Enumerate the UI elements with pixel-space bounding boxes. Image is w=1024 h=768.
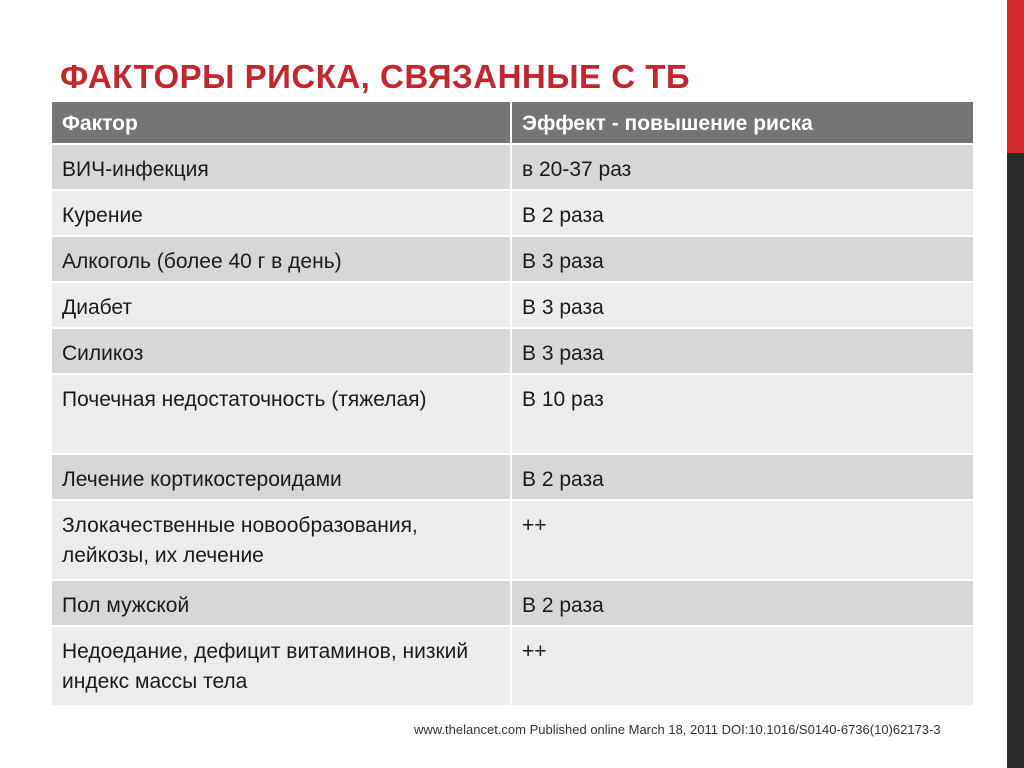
factor-cell: Злокачественные новообразования, лейкозы, их лечение	[52, 501, 512, 581]
effect-cell: В 2 раза	[512, 581, 973, 627]
effect-cell: В 2 раза	[512, 191, 973, 237]
table-row	[52, 581, 973, 627]
slide-title: ФАКТОРЫ РИСКА, СВЯЗАННЫЕ С ТБ	[60, 58, 691, 95]
factor-cell: Почечная недостаточность (тяжелая)	[52, 375, 512, 455]
table-header-row	[52, 102, 973, 145]
table-row	[52, 455, 973, 501]
effect-cell: в 20-37 раз	[512, 145, 973, 191]
factor-cell: ВИЧ-инфекция	[52, 145, 512, 191]
table-row	[52, 191, 973, 237]
table-row	[52, 627, 973, 707]
table-row	[52, 329, 973, 375]
effect-cell: ++	[512, 501, 973, 581]
factor-cell: Пол мужской	[52, 581, 512, 627]
risk-factors-table	[52, 102, 973, 707]
factor-cell: Алкоголь (более 40 г в день)	[52, 237, 512, 283]
effect-cell: В 3 раза	[512, 329, 973, 375]
effect-cell: В 2 раза	[512, 455, 973, 501]
table-row	[52, 501, 973, 581]
right-edge-accent	[1007, 0, 1024, 153]
header-effect: Эффект - повышение риска	[512, 102, 973, 145]
table-row	[52, 145, 973, 191]
factor-cell: Лечение кортикостероидами	[52, 455, 512, 501]
source-citation: www.thelancet.com Published online March 18, 2011 DOI:10.1016/S0140-6736(10)62173-3	[414, 722, 941, 737]
effect-cell: ++	[512, 627, 973, 707]
table-row	[52, 283, 973, 329]
header-factor: Фактор	[52, 102, 512, 145]
effect-cell: В 3 раза	[512, 237, 973, 283]
table-row	[52, 375, 973, 455]
factor-cell: Диабет	[52, 283, 512, 329]
effect-cell: В 3 раза	[512, 283, 973, 329]
factor-cell: Недоедание, дефицит витаминов, низкий индекс массы тела	[52, 627, 512, 707]
factor-cell: Силикоз	[52, 329, 512, 375]
table-row	[52, 237, 973, 283]
effect-cell: В 10 раз	[512, 375, 973, 455]
factor-cell: Курение	[52, 191, 512, 237]
